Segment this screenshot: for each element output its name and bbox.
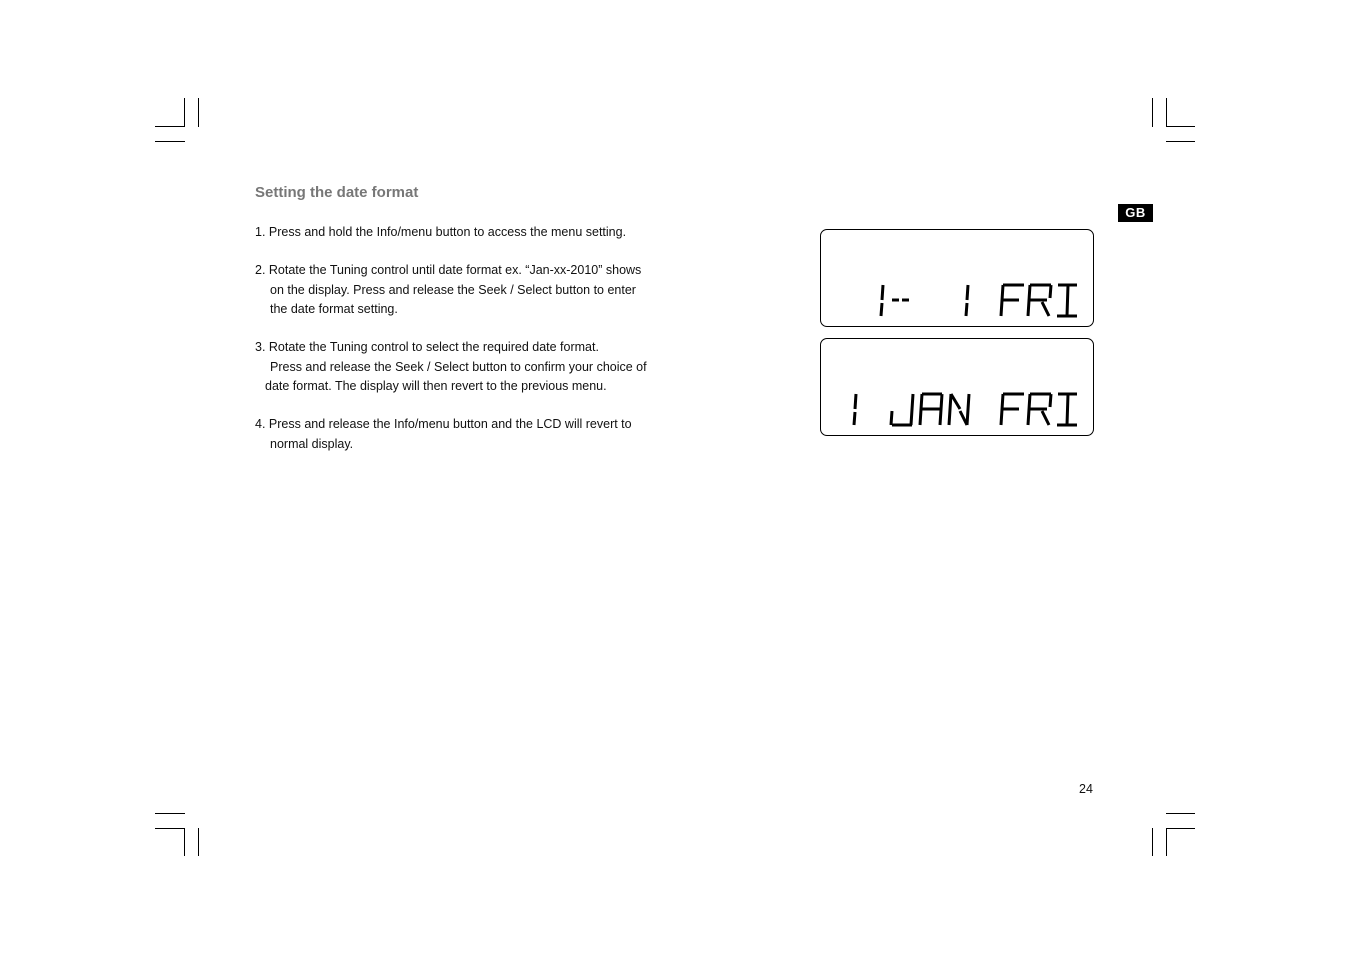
- step-4: [255, 415, 685, 454]
- crop-mark: [155, 126, 185, 127]
- step-line: the date format setting.: [270, 302, 398, 316]
- crop-mark: [198, 828, 199, 856]
- crop-mark: [1166, 98, 1167, 127]
- step-1: [255, 223, 685, 243]
- step-line: 3. Rotate the Tuning control to select the required date format.: [255, 340, 599, 354]
- crop-mark: [155, 813, 185, 814]
- crop-mark: [1152, 828, 1153, 856]
- crop-mark: [1166, 141, 1195, 142]
- crop-mark: [155, 141, 185, 142]
- crop-mark: [1152, 98, 1153, 127]
- step-2: [255, 261, 685, 320]
- step-line: date format. The display will then revert to the previous menu.: [265, 379, 607, 393]
- section-title: Setting the date format: [255, 184, 419, 201]
- crop-mark: [1166, 828, 1167, 856]
- lcd-display-date-format-numeric: [820, 229, 1094, 327]
- language-tab: GB: [1118, 204, 1153, 222]
- crop-mark: [198, 98, 199, 127]
- lcd-segments: [821, 339, 1093, 435]
- step-line: Press and release the Seek / Select button to confirm your choice of: [270, 359, 647, 374]
- lcd-segments: [821, 230, 1093, 326]
- step-line: normal display.: [270, 436, 354, 451]
- step-line: 2. Rotate the Tuning control until date format ex. “Jan-xx-2010” shows: [255, 263, 642, 277]
- crop-mark: [184, 98, 185, 127]
- crop-mark: [1166, 828, 1195, 829]
- crop-mark: [1166, 813, 1195, 814]
- crop-mark: [1166, 126, 1195, 127]
- step-line: 4. Press and release the Info/menu button and the LCD will revert to: [255, 417, 632, 431]
- crop-mark: [184, 828, 185, 856]
- lcd-display-date-format-month: [820, 338, 1094, 436]
- step-line: on the display. Press and release the Seek / Select button to enter: [270, 282, 636, 297]
- page-number: 24: [1079, 782, 1093, 796]
- step-3: [255, 338, 685, 397]
- step-line: 1. Press and hold the Info/menu button to access the menu setting.: [255, 225, 627, 239]
- crop-mark: [155, 828, 185, 829]
